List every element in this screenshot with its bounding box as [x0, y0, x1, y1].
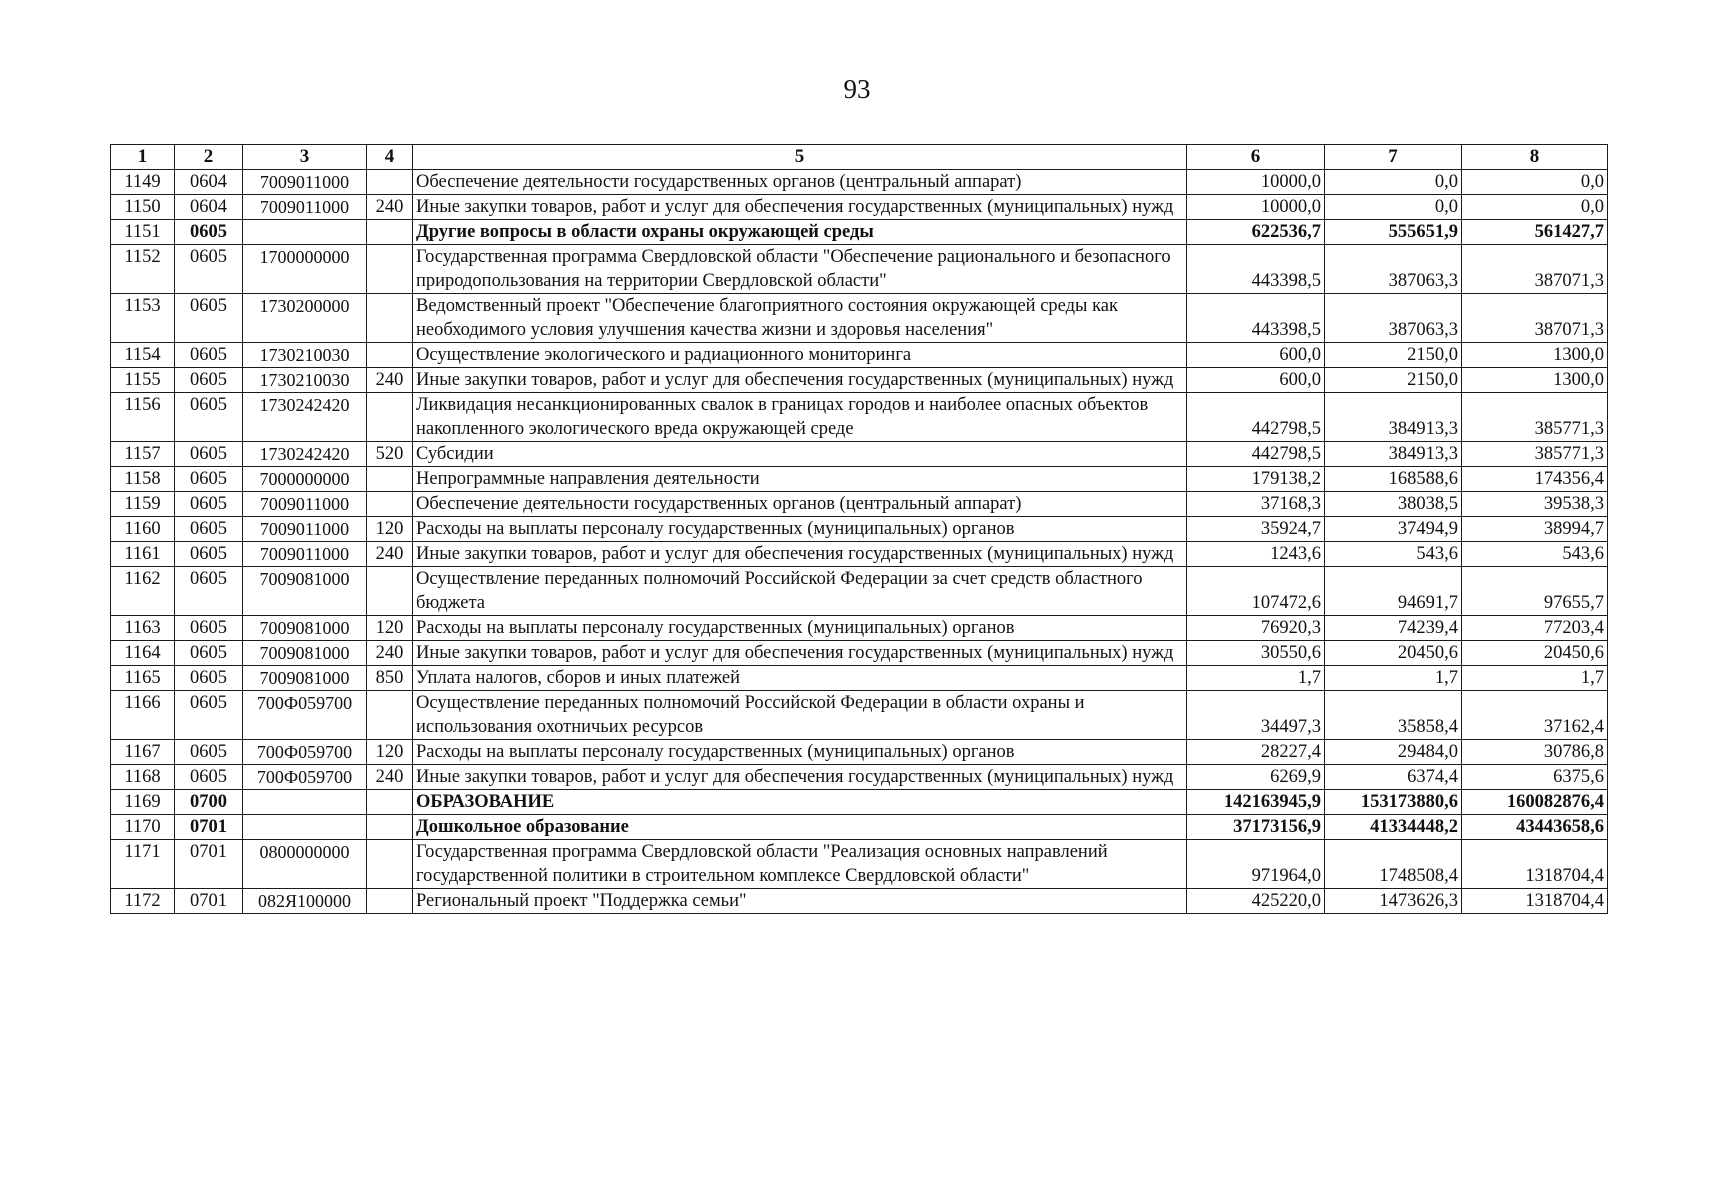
expense-type-code — [367, 220, 413, 245]
section-code: 0605 — [175, 740, 243, 765]
row-number: 1163 — [111, 616, 175, 641]
amount-year-3: 6375,6 — [1462, 765, 1608, 790]
amount-year-1: 6269,9 — [1187, 765, 1325, 790]
target-article-code: 7000000000 — [243, 467, 367, 492]
amount-year-1: 10000,0 — [1187, 170, 1325, 195]
item-name: Расходы на выплаты персоналу государственных (муниципальных) органов — [413, 740, 1187, 765]
amount-year-1: 442798,5 — [1187, 442, 1325, 467]
amount-year-3: 20450,6 — [1462, 641, 1608, 666]
amount-year-1: 107472,6 — [1187, 567, 1325, 616]
row-number: 1159 — [111, 492, 175, 517]
amount-year-3: 385771,3 — [1462, 442, 1608, 467]
amount-year-1: 76920,3 — [1187, 616, 1325, 641]
amount-year-2: 20450,6 — [1325, 641, 1462, 666]
section-code: 0605 — [175, 567, 243, 616]
row-number: 1150 — [111, 195, 175, 220]
target-article-code: 7009011000 — [243, 492, 367, 517]
budget-table — [110, 144, 1608, 914]
expense-type-code: 240 — [367, 368, 413, 393]
amount-year-2: 1473626,3 — [1325, 889, 1462, 914]
amount-year-1: 35924,7 — [1187, 517, 1325, 542]
target-article-code: 7009011000 — [243, 170, 367, 195]
expense-type-code — [367, 691, 413, 740]
amount-year-2: 6374,4 — [1325, 765, 1462, 790]
amount-year-3: 387071,3 — [1462, 294, 1608, 343]
target-article-code: 7009081000 — [243, 567, 367, 616]
column-header: 4 — [367, 145, 413, 170]
table-row — [111, 815, 1608, 840]
amount-year-2: 2150,0 — [1325, 368, 1462, 393]
amount-year-1: 179138,2 — [1187, 467, 1325, 492]
expense-type-code: 120 — [367, 616, 413, 641]
amount-year-1: 30550,6 — [1187, 641, 1325, 666]
amount-year-3: 1300,0 — [1462, 343, 1608, 368]
item-name: Дошкольное образование — [413, 815, 1187, 840]
row-number: 1155 — [111, 368, 175, 393]
item-name: Уплата налогов, сборов и иных платежей — [413, 666, 1187, 691]
column-header: 1 — [111, 145, 175, 170]
item-name: Ведомственный проект "Обеспечение благоприятного состояния окружающей среды как необходимого условия улучшения качества жизни и здоровья населения" — [413, 294, 1187, 343]
amount-year-1: 34497,3 — [1187, 691, 1325, 740]
amount-year-3: 160082876,4 — [1462, 790, 1608, 815]
target-article-code — [243, 790, 367, 815]
expense-type-code — [367, 467, 413, 492]
expense-type-code — [367, 840, 413, 889]
page-number: 93 — [843, 74, 871, 104]
target-article-code: 1730210030 — [243, 343, 367, 368]
amount-year-1: 443398,5 — [1187, 294, 1325, 343]
amount-year-2: 1,7 — [1325, 666, 1462, 691]
section-code: 0605 — [175, 245, 243, 294]
target-article-code: 7009011000 — [243, 542, 367, 567]
amount-year-3: 39538,3 — [1462, 492, 1608, 517]
row-number: 1153 — [111, 294, 175, 343]
item-name: Непрограммные направления деятельности — [413, 467, 1187, 492]
item-name: Ликвидация несанкционированных свалок в границах городов и наиболее опасных объектов накопленного экологического вреда окружающей среде — [413, 393, 1187, 442]
expense-type-code — [367, 567, 413, 616]
table-row — [111, 616, 1608, 641]
table-row — [111, 691, 1608, 740]
amount-year-3: 97655,7 — [1462, 567, 1608, 616]
amount-year-3: 30786,8 — [1462, 740, 1608, 765]
table-row — [111, 542, 1608, 567]
section-code: 0605 — [175, 368, 243, 393]
section-code: 0605 — [175, 542, 243, 567]
row-number: 1152 — [111, 245, 175, 294]
row-number: 1162 — [111, 567, 175, 616]
column-header: 7 — [1325, 145, 1462, 170]
target-article-code: 700Ф059700 — [243, 765, 367, 790]
expense-type-code — [367, 492, 413, 517]
section-code: 0605 — [175, 442, 243, 467]
section-code: 0605 — [175, 666, 243, 691]
header-row — [111, 145, 1608, 170]
target-article-code — [243, 220, 367, 245]
section-code: 0605 — [175, 467, 243, 492]
expense-type-code: 240 — [367, 542, 413, 567]
amount-year-2: 0,0 — [1325, 170, 1462, 195]
row-number: 1149 — [111, 170, 175, 195]
section-code: 0605 — [175, 492, 243, 517]
expense-type-code: 520 — [367, 442, 413, 467]
item-name: Иные закупки товаров, работ и услуг для обеспечения государственных (муниципальных) нужд — [413, 641, 1187, 666]
expense-type-code — [367, 393, 413, 442]
table-row — [111, 245, 1608, 294]
section-code: 0701 — [175, 815, 243, 840]
table-row — [111, 840, 1608, 889]
expense-type-code — [367, 294, 413, 343]
target-article-code: 700Ф059700 — [243, 691, 367, 740]
table-row — [111, 765, 1608, 790]
item-name: Другие вопросы в области охраны окружающей среды — [413, 220, 1187, 245]
item-name: Осуществление переданных полномочий Российской Федерации в области охраны и использования охотничьих ресурсов — [413, 691, 1187, 740]
target-article-code: 7009081000 — [243, 616, 367, 641]
table-row — [111, 889, 1608, 914]
row-number: 1166 — [111, 691, 175, 740]
column-header: 8 — [1462, 145, 1608, 170]
item-name: Обеспечение деятельности государственных органов (центральный аппарат) — [413, 492, 1187, 517]
table-row — [111, 220, 1608, 245]
row-number: 1165 — [111, 666, 175, 691]
section-code: 0605 — [175, 641, 243, 666]
row-number: 1170 — [111, 815, 175, 840]
table-row — [111, 368, 1608, 393]
amount-year-1: 971964,0 — [1187, 840, 1325, 889]
target-article-code: 1730200000 — [243, 294, 367, 343]
table-row — [111, 343, 1608, 368]
expense-type-code: 850 — [367, 666, 413, 691]
amount-year-3: 38994,7 — [1462, 517, 1608, 542]
target-article-code: 7009011000 — [243, 517, 367, 542]
amount-year-1: 1243,6 — [1187, 542, 1325, 567]
section-code: 0604 — [175, 195, 243, 220]
section-code: 0605 — [175, 616, 243, 641]
row-number: 1156 — [111, 393, 175, 442]
section-code: 0605 — [175, 393, 243, 442]
amount-year-2: 384913,3 — [1325, 442, 1462, 467]
table-row — [111, 666, 1608, 691]
amount-year-3: 385771,3 — [1462, 393, 1608, 442]
row-number: 1169 — [111, 790, 175, 815]
amount-year-1: 600,0 — [1187, 343, 1325, 368]
expense-type-code: 240 — [367, 765, 413, 790]
row-number: 1164 — [111, 641, 175, 666]
row-number: 1151 — [111, 220, 175, 245]
expense-type-code: 240 — [367, 641, 413, 666]
row-number: 1168 — [111, 765, 175, 790]
table-row — [111, 442, 1608, 467]
section-code: 0605 — [175, 220, 243, 245]
target-article-code: 7009081000 — [243, 666, 367, 691]
amount-year-1: 443398,5 — [1187, 245, 1325, 294]
row-number: 1167 — [111, 740, 175, 765]
section-code: 0605 — [175, 691, 243, 740]
amount-year-3: 561427,7 — [1462, 220, 1608, 245]
target-article-code: 1730210030 — [243, 368, 367, 393]
amount-year-3: 1300,0 — [1462, 368, 1608, 393]
section-code: 0605 — [175, 765, 243, 790]
item-name: Расходы на выплаты персоналу государственных (муниципальных) органов — [413, 616, 1187, 641]
column-header: 6 — [1187, 145, 1325, 170]
section-code: 0604 — [175, 170, 243, 195]
amount-year-1: 28227,4 — [1187, 740, 1325, 765]
amount-year-2: 29484,0 — [1325, 740, 1462, 765]
item-name: Осуществление экологического и радиационного мониторинга — [413, 343, 1187, 368]
amount-year-3: 0,0 — [1462, 170, 1608, 195]
amount-year-2: 38038,5 — [1325, 492, 1462, 517]
target-article-code: 1730242420 — [243, 393, 367, 442]
row-number: 1161 — [111, 542, 175, 567]
amount-year-1: 37173156,9 — [1187, 815, 1325, 840]
amount-year-1: 425220,0 — [1187, 889, 1325, 914]
amount-year-2: 153173880,6 — [1325, 790, 1462, 815]
item-name: Расходы на выплаты персоналу государственных (муниципальных) органов — [413, 517, 1187, 542]
amount-year-1: 1,7 — [1187, 666, 1325, 691]
target-article-code: 082Я100000 — [243, 889, 367, 914]
amount-year-1: 622536,7 — [1187, 220, 1325, 245]
amount-year-3: 543,6 — [1462, 542, 1608, 567]
column-header: 3 — [243, 145, 367, 170]
item-name: Иные закупки товаров, работ и услуг для обеспечения государственных (муниципальных) нужд — [413, 368, 1187, 393]
table-row — [111, 393, 1608, 442]
target-article-code: 7009011000 — [243, 195, 367, 220]
table-row — [111, 492, 1608, 517]
expense-type-code: 240 — [367, 195, 413, 220]
target-article-code: 700Ф059700 — [243, 740, 367, 765]
expense-type-code — [367, 790, 413, 815]
amount-year-2: 0,0 — [1325, 195, 1462, 220]
amount-year-1: 37168,3 — [1187, 492, 1325, 517]
row-number: 1160 — [111, 517, 175, 542]
section-code: 0701 — [175, 840, 243, 889]
target-article-code: 1700000000 — [243, 245, 367, 294]
column-header: 5 — [413, 145, 1187, 170]
item-name: Государственная программа Свердловской области "Реализация основных направлений государственной политики в строительном комплексе Свердловской области" — [413, 840, 1187, 889]
amount-year-1: 600,0 — [1187, 368, 1325, 393]
expense-type-code: 120 — [367, 740, 413, 765]
amount-year-2: 543,6 — [1325, 542, 1462, 567]
amount-year-1: 442798,5 — [1187, 393, 1325, 442]
amount-year-2: 74239,4 — [1325, 616, 1462, 641]
amount-year-3: 1,7 — [1462, 666, 1608, 691]
amount-year-3: 1318704,4 — [1462, 889, 1608, 914]
amount-year-2: 168588,6 — [1325, 467, 1462, 492]
expense-type-code — [367, 170, 413, 195]
expense-type-code — [367, 245, 413, 294]
target-article-code: 0800000000 — [243, 840, 367, 889]
expense-type-code — [367, 815, 413, 840]
section-code: 0605 — [175, 294, 243, 343]
item-name: Региональный проект "Поддержка семьи" — [413, 889, 1187, 914]
table-body — [111, 170, 1608, 914]
row-number: 1172 — [111, 889, 175, 914]
target-article-code — [243, 815, 367, 840]
table-row — [111, 567, 1608, 616]
section-code: 0605 — [175, 517, 243, 542]
row-number: 1171 — [111, 840, 175, 889]
column-header: 2 — [175, 145, 243, 170]
amount-year-3: 1318704,4 — [1462, 840, 1608, 889]
item-name: Государственная программа Свердловской области "Обеспечение рационального и безопасного природопользования на территории Свердловской области" — [413, 245, 1187, 294]
item-name: Субсидии — [413, 442, 1187, 467]
amount-year-3: 37162,4 — [1462, 691, 1608, 740]
row-number: 1157 — [111, 442, 175, 467]
amount-year-2: 35858,4 — [1325, 691, 1462, 740]
amount-year-2: 384913,3 — [1325, 393, 1462, 442]
row-number: 1158 — [111, 467, 175, 492]
amount-year-1: 142163945,9 — [1187, 790, 1325, 815]
amount-year-2: 2150,0 — [1325, 343, 1462, 368]
amount-year-2: 387063,3 — [1325, 294, 1462, 343]
amount-year-3: 77203,4 — [1462, 616, 1608, 641]
item-name: Иные закупки товаров, работ и услуг для обеспечения государственных (муниципальных) нужд — [413, 765, 1187, 790]
amount-year-2: 37494,9 — [1325, 517, 1462, 542]
table-row — [111, 467, 1608, 492]
table-row — [111, 517, 1608, 542]
amount-year-2: 41334448,2 — [1325, 815, 1462, 840]
target-article-code: 1730242420 — [243, 442, 367, 467]
table-row — [111, 740, 1608, 765]
item-name: Обеспечение деятельности государственных органов (центральный аппарат) — [413, 170, 1187, 195]
table-row — [111, 195, 1608, 220]
expense-type-code: 120 — [367, 517, 413, 542]
amount-year-2: 94691,7 — [1325, 567, 1462, 616]
section-code: 0605 — [175, 343, 243, 368]
target-article-code: 7009081000 — [243, 641, 367, 666]
amount-year-2: 555651,9 — [1325, 220, 1462, 245]
table-row — [111, 294, 1608, 343]
table-row — [111, 790, 1608, 815]
amount-year-1: 10000,0 — [1187, 195, 1325, 220]
expense-type-code — [367, 343, 413, 368]
item-name: ОБРАЗОВАНИЕ — [413, 790, 1187, 815]
amount-year-3: 174356,4 — [1462, 467, 1608, 492]
amount-year-3: 0,0 — [1462, 195, 1608, 220]
section-code: 0700 — [175, 790, 243, 815]
amount-year-3: 43443658,6 — [1462, 815, 1608, 840]
amount-year-2: 1748508,4 — [1325, 840, 1462, 889]
row-number: 1154 — [111, 343, 175, 368]
expense-type-code — [367, 889, 413, 914]
item-name: Иные закупки товаров, работ и услуг для обеспечения государственных (муниципальных) нужд — [413, 195, 1187, 220]
item-name: Иные закупки товаров, работ и услуг для обеспечения государственных (муниципальных) нужд — [413, 542, 1187, 567]
table-row — [111, 170, 1608, 195]
table-row — [111, 641, 1608, 666]
amount-year-3: 387071,3 — [1462, 245, 1608, 294]
section-code: 0701 — [175, 889, 243, 914]
amount-year-2: 387063,3 — [1325, 245, 1462, 294]
item-name: Осуществление переданных полномочий Российской Федерации за счет средств областного бюджета — [413, 567, 1187, 616]
